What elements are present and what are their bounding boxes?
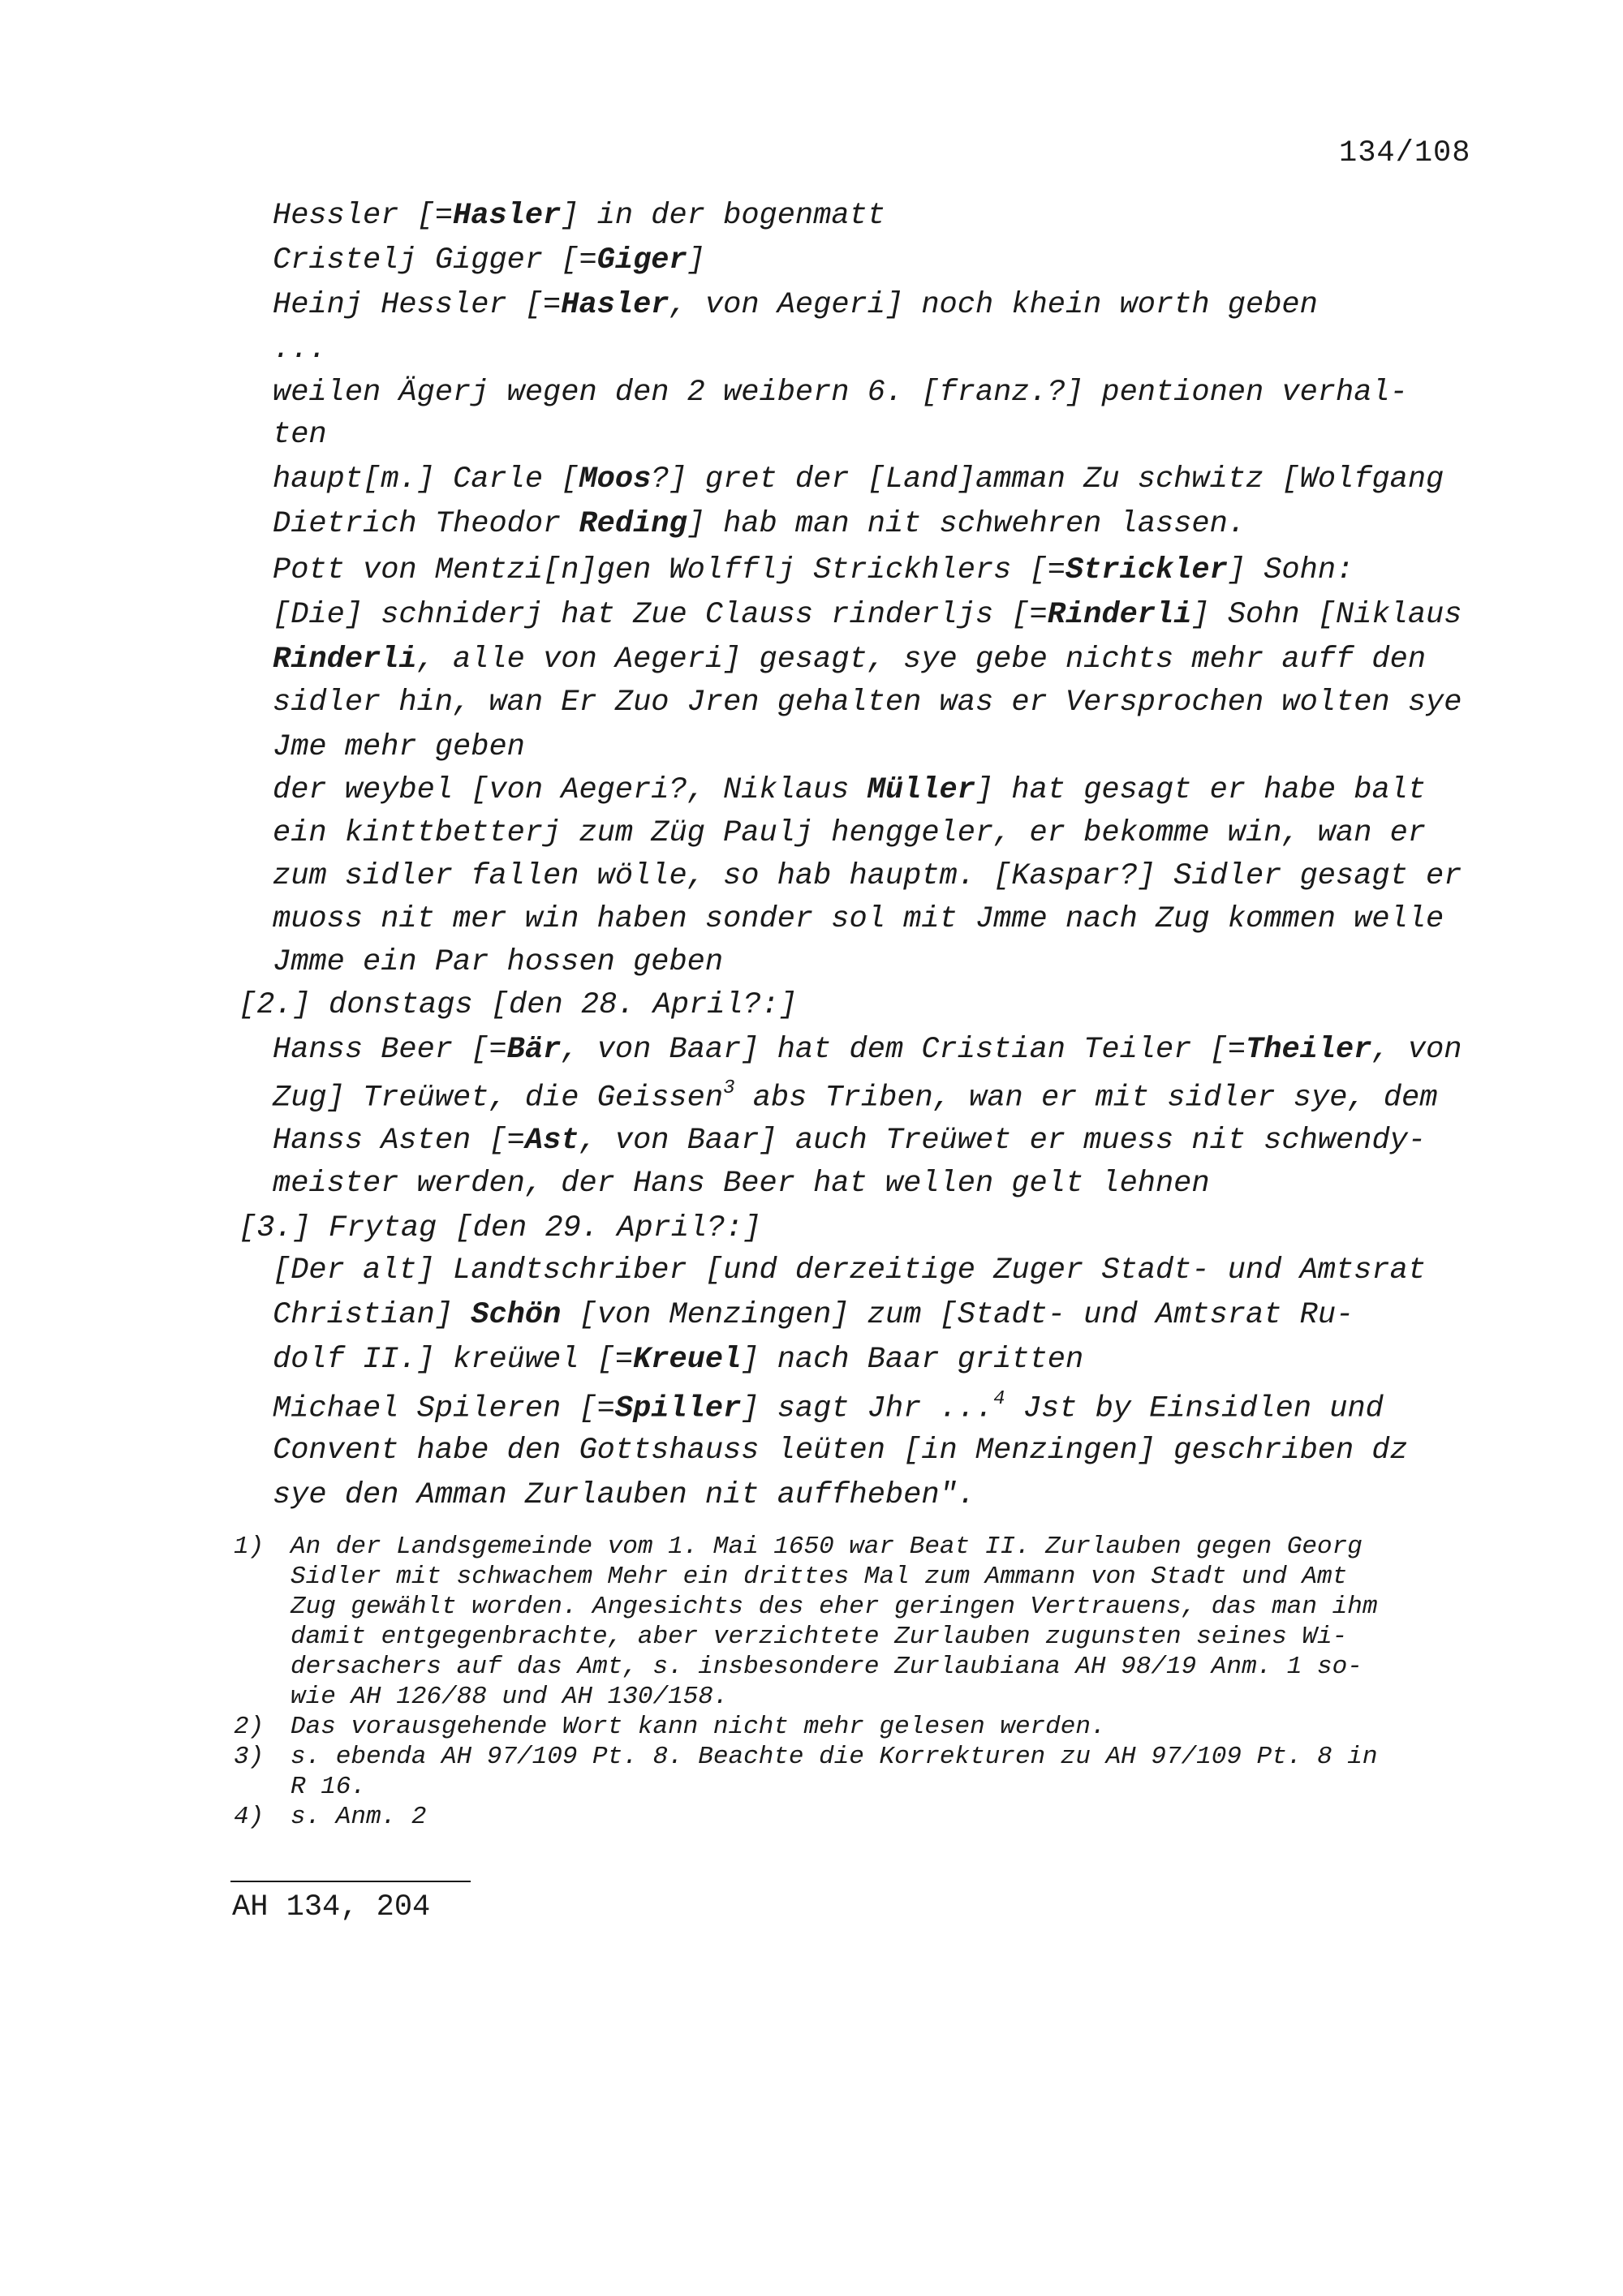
- transcription-line: Pott von Mentzi[n]gen Wolfflj Strickhlers [=Strickler] Sohn:: [273, 553, 1354, 587]
- transcription-line: zum sidler fallen wölle, so hab hauptm. [Kaspar?] Sidler gesagt er: [273, 859, 1462, 893]
- transcription-line: Zug] Treüwet, die Geissen$^3$ abs Triben, wan er mit sidler sye, dem: [273, 1077, 1438, 1116]
- transcription-line: ten: [273, 418, 327, 452]
- transcription-line: meister werden, der Hans Beer hat wellen gelt lehnen: [273, 1167, 1210, 1201]
- transcription-line: [Die] schniderj hat Zue Clauss rinderljs [=Rinderli] Sohn [Niklaus: [273, 598, 1462, 632]
- footnote-line: dersachers auf das Amt, s. insbesondere Zurlaubiana AH 98/19 Anm. 1 so-: [291, 1653, 1363, 1681]
- transcription-line: Jmme ein Par hossen geben: [273, 945, 724, 979]
- footnote-number: 4): [234, 1803, 265, 1831]
- transcription-line: Christian] Schön [von Menzingen] zum [Stadt- und Amtsrat Ru-: [273, 1298, 1354, 1332]
- archive-signature: AH 134, 204: [232, 1890, 431, 1924]
- transcription-line: Hanss Beer [=Bär, von Baar] hat dem Cristian Teiler [=Theiler, von: [273, 1033, 1462, 1067]
- transcription-line: Jme mehr geben: [273, 730, 525, 764]
- transcription-line: Hessler [=Hasler] in der bogenmatt: [273, 199, 885, 233]
- transcription-line: dolf II.] kreüwel [=Kreuel] nach Baar gritten: [273, 1343, 1084, 1377]
- transcription-line: sye den Amman Zurlauben nit auffheben".: [273, 1478, 975, 1512]
- transcription-line: [Der alt] Landtschriber [und derzeitige Zuger Stadt- und Amtsrat: [273, 1253, 1427, 1288]
- footnote-line: R 16.: [291, 1773, 367, 1801]
- transcription-line: Michael Spileren [=Spiller] sagt Jhr ...$^4$ Jst by Einsidlen und: [273, 1388, 1384, 1426]
- footnote-number: 3): [234, 1743, 265, 1771]
- footnote-line: An der Landsgemeinde vom 1. Mai 1650 war Beat II. Zurlauben gegen Georg: [291, 1533, 1363, 1561]
- transcription-line: Rinderli, alle von Aegeri] gesagt, sye gebe nichts mehr auff den: [273, 643, 1427, 677]
- footnote-line: s. ebenda AH 97/109 Pt. 8. Beachte die Korrekturen zu AH 97/109 Pt. 8 in: [291, 1743, 1378, 1771]
- transcription-line: Heinj Hessler [=Hasler, von Aegeri] noch khein worth geben: [273, 288, 1318, 322]
- transcription-line: Convent habe den Gottshauss leüten [in Menzingen] geschriben dz: [273, 1434, 1408, 1468]
- footnote-separator: [230, 1881, 471, 1882]
- footnote-line: s. Anm. 2: [291, 1803, 427, 1831]
- transcription-line: Hanss Asten [=Ast, von Baar] auch Treüwet er muess nit schwendy-: [273, 1124, 1427, 1158]
- footnote-line: Zug gewählt worden. Angesichts des eher geringen Vertrauens, das man ihm: [291, 1593, 1378, 1621]
- transcription-line: der weybel [von Aegeri?, Niklaus Müller] hat gesagt er habe balt: [273, 773, 1427, 807]
- transcription-line: sidler hin, wan Er Zuo Jren gehalten was er Versprochen wolten sye: [273, 686, 1462, 720]
- footnote-line: damit entgegenbrachte, aber verzichtete Zurlauben zugunsten seines Wi-: [291, 1623, 1348, 1651]
- footnote-line: Das vorausgehende Wort kann nicht mehr gelesen werden.: [291, 1713, 1106, 1741]
- transcription-line: ...: [273, 333, 327, 367]
- transcription-line: [3.] Frytag [den 29. April?:]: [239, 1211, 761, 1245]
- transcription-line: ein kinttbetterj zum Züg Paulj henggeler, er bekomme win, wan er: [273, 816, 1427, 850]
- transcription-line: muoss nit mer win haben sonder sol mit Jmme nach Zug kommen welle: [273, 902, 1444, 936]
- transcription-line: [2.] donstags [den 28. April?:]: [239, 988, 798, 1022]
- transcription-line: Cristelj Gigger [=Giger]: [273, 243, 705, 277]
- footnote-number: 2): [234, 1713, 265, 1741]
- transcription-line: weilen Ägerj wegen den 2 weibern 6. [franz.?] pentionen verhal-: [273, 376, 1408, 410]
- transcription-line: haupt[m.] Carle [Moos?] gret der [Land]amman Zu schwitz [Wolfgang: [273, 462, 1444, 497]
- transcription-line: Dietrich Theodor Reding] hab man nit schwehren lassen.: [273, 507, 1246, 541]
- footnote-line: wie AH 126/88 und AH 130/158.: [291, 1683, 729, 1711]
- page-number: 134/108: [1339, 136, 1471, 170]
- footnote-number: 1): [234, 1533, 265, 1561]
- footnote-line: Sidler mit schwachem Mehr ein drittes Mal zum Ammann von Stadt und Amt: [291, 1563, 1348, 1591]
